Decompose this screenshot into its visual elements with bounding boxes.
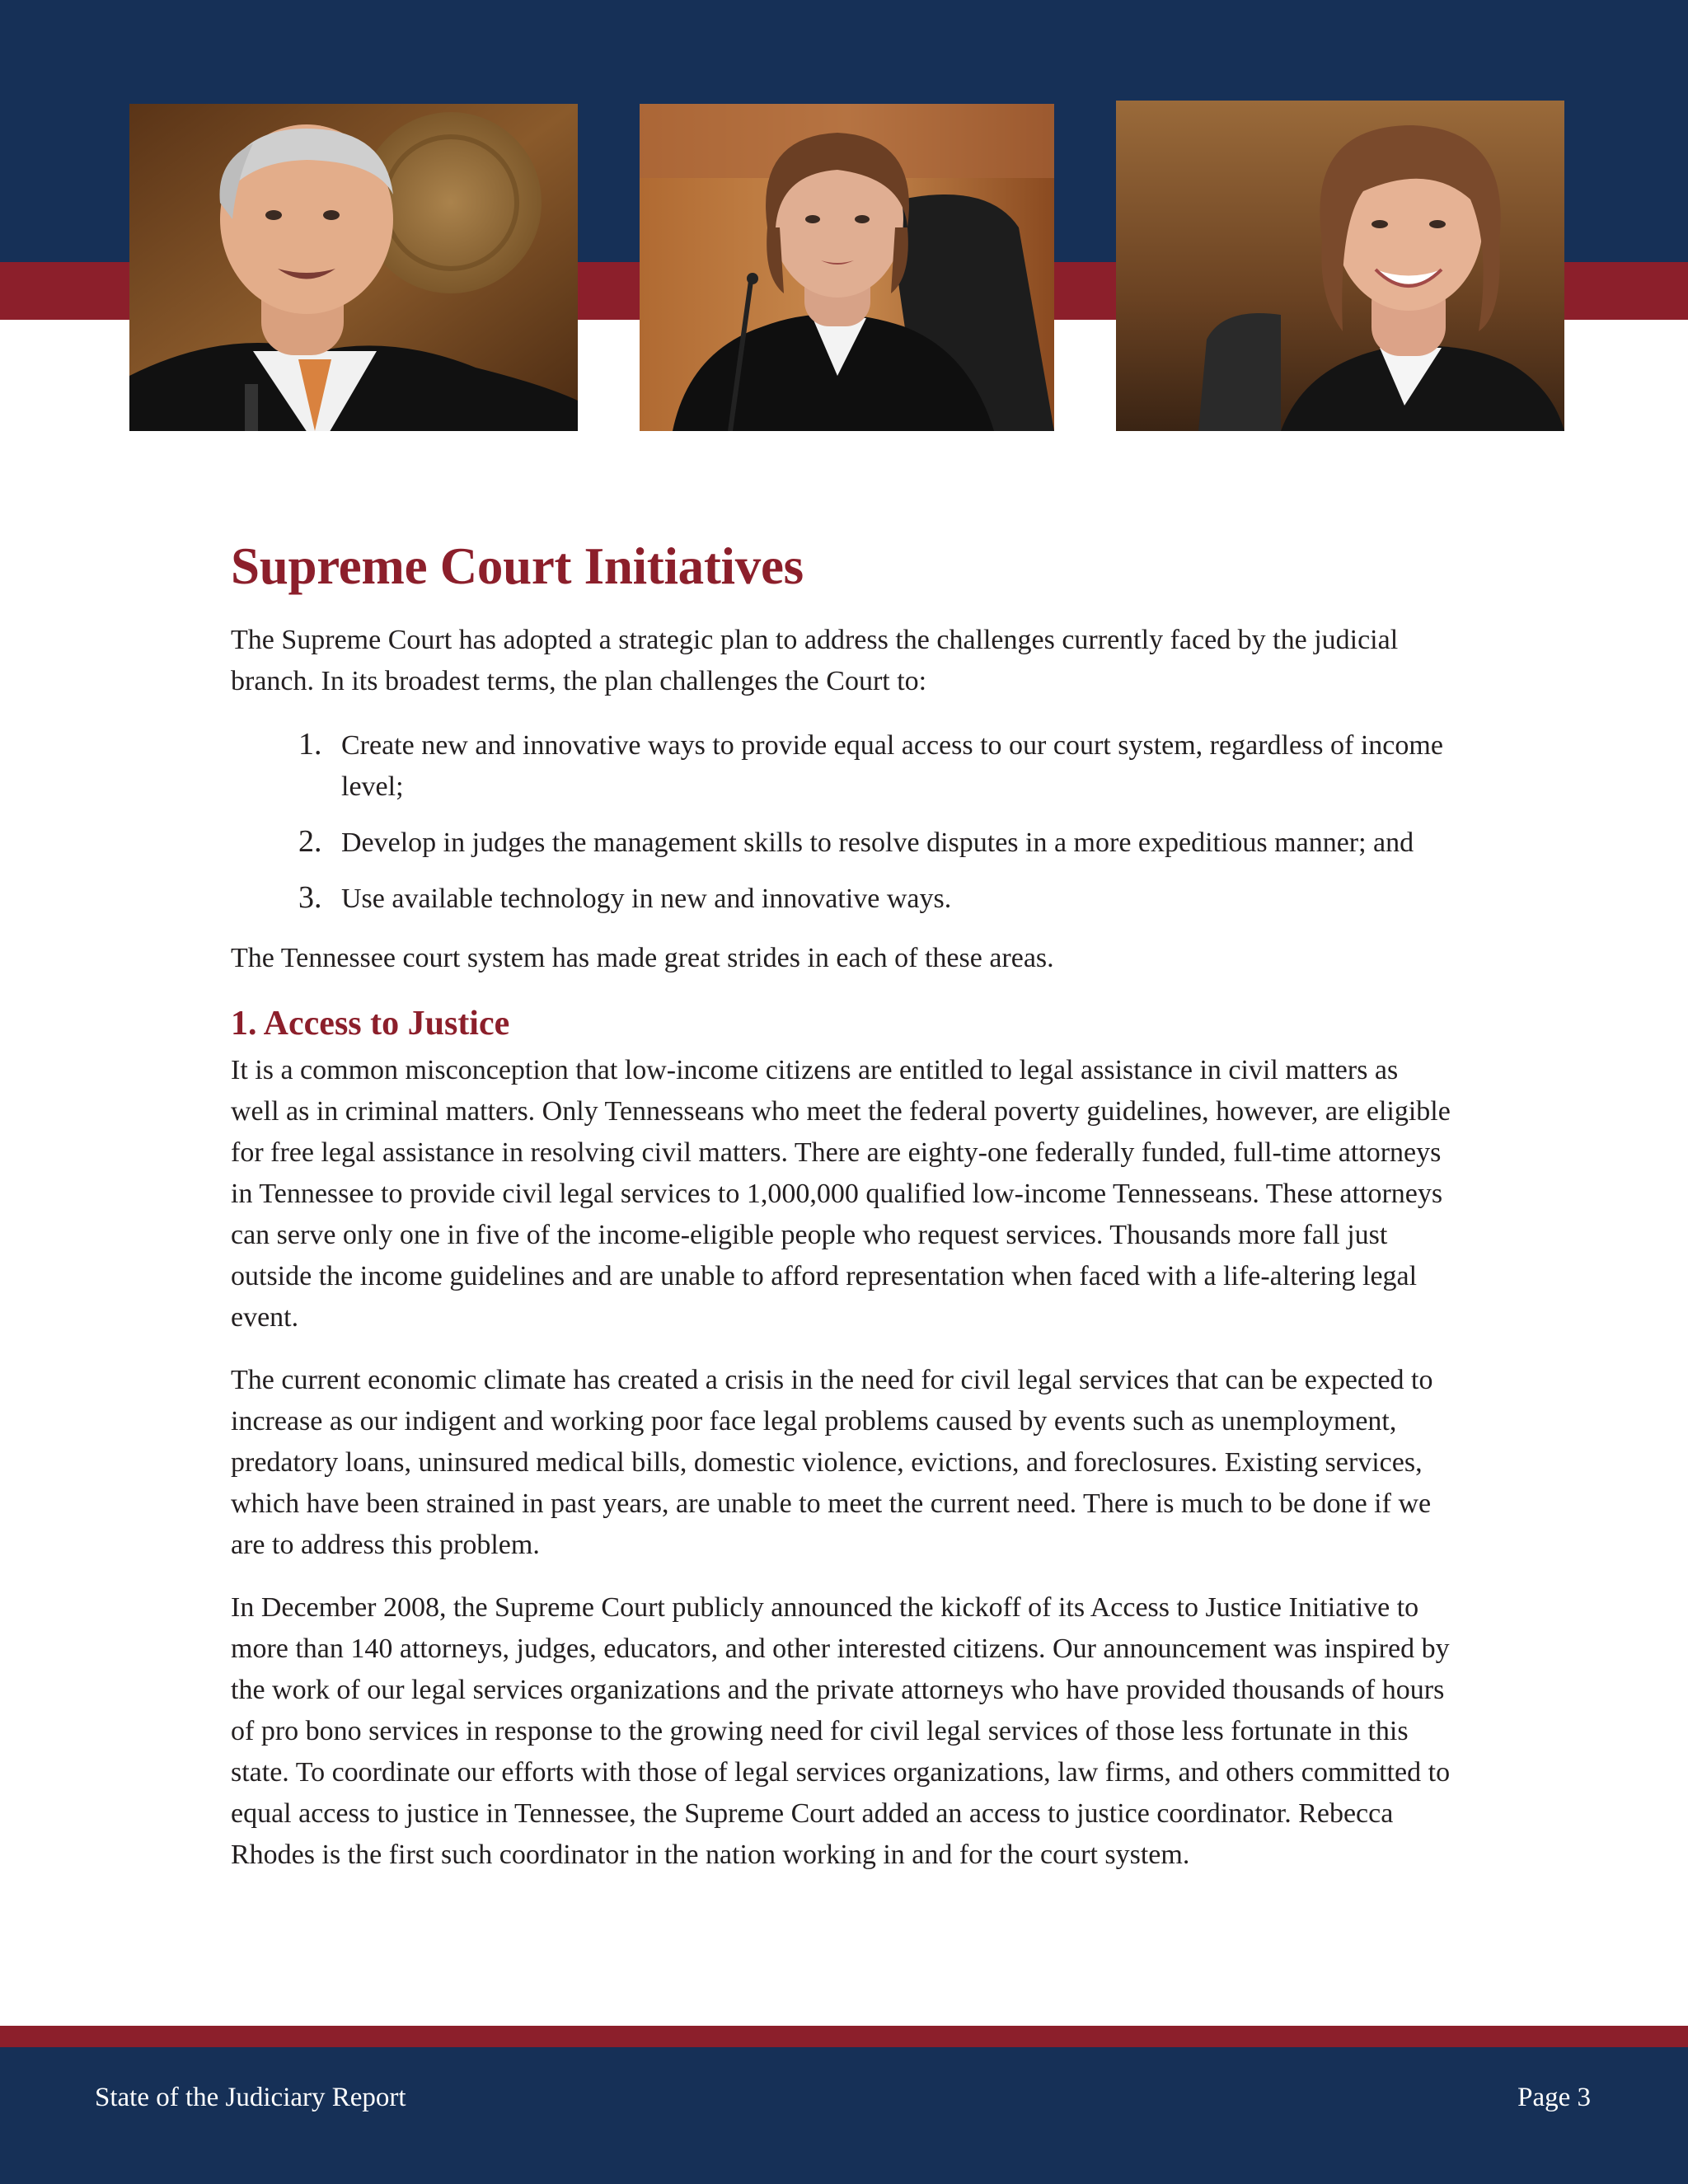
page-title: Supreme Court Initiatives <box>231 537 804 595</box>
justice-photo-3 <box>1116 101 1564 431</box>
body-paragraph: The current economic climate has created a crisis in the need for civil legal services that can be expected to increase as our indigent and working poor face legal problems caused by events such as unemployment, predatory loans, uninsured medical bills, domestic violence, evictions, and foreclosures. Existing services, which have been strained in past years, are unable to meet the current need. There is much to be done if we are to address this problem. <box>231 1365 1433 1561</box>
justice-photo-1 <box>129 104 578 431</box>
intro-paragraph: The Supreme Court has adopted a strategic plan to address the challenges currently faced by the judicial branch. In its broadest terms, the plan challenges the Court to: <box>231 624 1399 696</box>
body-paragraph: It is a common misconception that low-income citizens are entitled to legal assistance in civil matters as well as in criminal matters. Only Tennesseans who meet the federal poverty guidelines, however, are eligible for free legal assistance in resolving civil matters. There are eighty-one federally funded, full-time attorneys in Tennessee to provide civil legal services to 1,000,000 qualified low-income Tennesseans. These attorneys can serve only one in five of the income-eligible people who request services. Thousands more fall just outside the income guidelines and are unable to afford representation when faced with a life-altering legal event. <box>231 1055 1451 1333</box>
main-content <box>231 536 1451 1897</box>
strategic-plan-list <box>231 724 1451 920</box>
justice-photo-2 <box>640 104 1054 431</box>
section-heading: 1. Access to Justice <box>231 1004 510 1043</box>
footer-red-band <box>0 2026 1688 2047</box>
list-item: 3. Use available technology in new and innovative ways. <box>330 877 1451 920</box>
footer-navy-band <box>0 2047 1688 2184</box>
list-item: 1. Create new and innovative ways to provide equal access to our court system, regardless of income level; <box>330 724 1451 808</box>
list-item: 2. Develop in judges the management skills to resolve disputes in a more expeditious manner; and <box>330 821 1451 864</box>
summary-paragraph: The Tennessee court system has made great strides in each of these areas. <box>231 942 1054 973</box>
page-number: Page 3 <box>1517 2083 1591 2112</box>
body-paragraph: In December 2008, the Supreme Court publicly announced the kickoff of its Access to Justice Initiative to more than 140 attorneys, judges, educators, and other interested citizens. Our announcement was inspired by the work of our legal services organizations and the private attorneys who have provided thousands of hours of pro bono services in response to the growing need for civil legal services of those less fortunate in this state. To coordinate our efforts with those of legal services organizations, law firms, and others committed to equal access to justice in Tennessee, the Supreme Court added an access to justice coordinator. Rebecca Rhodes is the first such coordinator in the nation working in and for the court system. <box>231 1592 1451 1871</box>
report-title: State of the Judiciary Report <box>95 2083 406 2112</box>
